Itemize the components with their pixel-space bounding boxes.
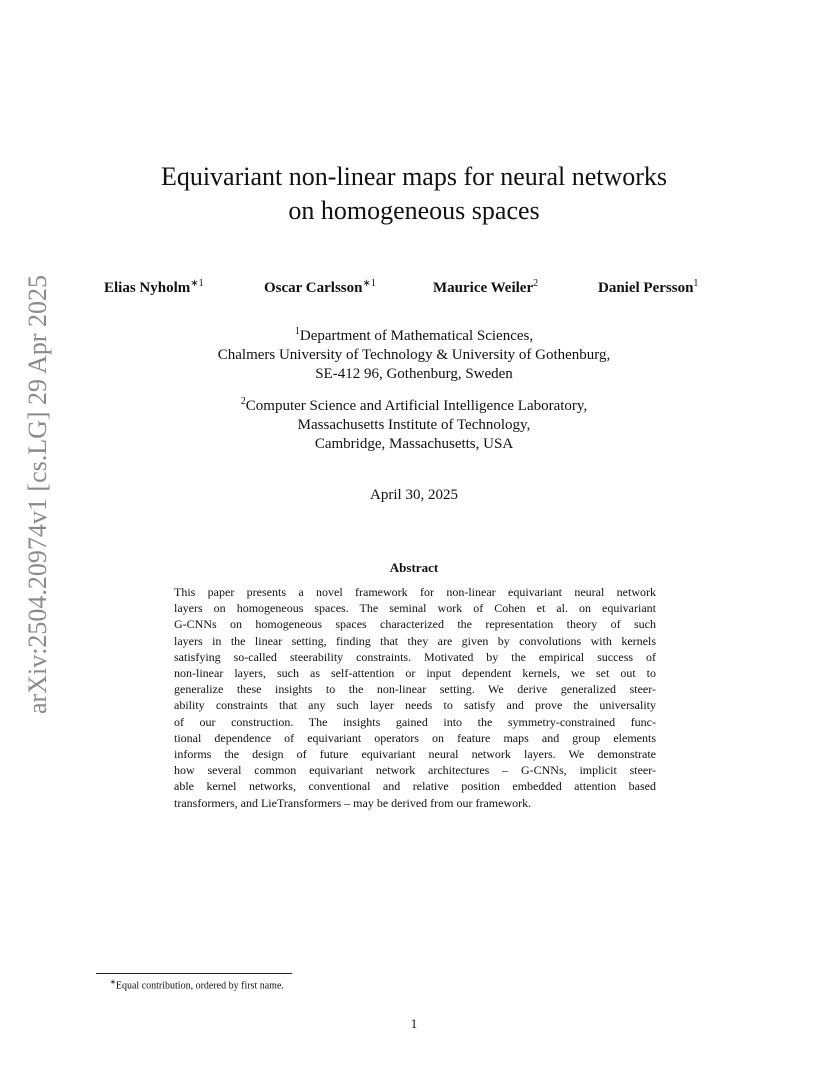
author-2 — [264, 278, 376, 297]
page-number: 1 — [410, 1016, 418, 1031]
affiliation-line: Department of Mathematical Sciences, — [299, 328, 534, 344]
author-name: Daniel Persson — [598, 280, 694, 296]
abstract-body — [174, 584, 656, 811]
footnote — [110, 978, 284, 991]
abstract-line: non-linear layers, such as self-attention or input dependent kernels, we set out to — [174, 666, 656, 681]
footnote-text: Equal contribution, ordered by first name. — [115, 980, 284, 992]
paper-title — [100, 160, 728, 228]
abstract-line: ability constraints that any such layer needs to satisfy and prove the universality — [174, 698, 656, 713]
author-list — [104, 278, 732, 300]
affiliation-line: Cambridge, Massachusetts, USA — [314, 436, 514, 452]
arxiv-stamp: arXiv:2504.20974v1 [cs.LG] 29 Apr 2025 — [23, 274, 52, 714]
affiliation-line: Computer Science and Artificial Intelligence Laboratory, — [245, 398, 588, 414]
author-affil-mark: 2 — [533, 278, 539, 289]
author-affil-mark: ∗1 — [362, 278, 376, 289]
abstract-line: how several common equivariant network architectures – G-CNNs, implicit steer- — [174, 763, 656, 778]
author-3 — [433, 278, 538, 297]
affiliation-mark: 2 — [240, 396, 246, 407]
author-name: Oscar Carlsson — [264, 280, 363, 296]
abstract-heading: Abstract — [389, 560, 439, 575]
affiliation-line: Chalmers University of Technology & University of Gothenburg, — [217, 347, 611, 363]
affiliation-line: SE-412 96, Gothenburg, Sweden — [315, 366, 513, 382]
author-4 — [598, 278, 698, 297]
title-line-2: on homogeneous spaces — [288, 196, 540, 225]
abstract-line: of our construction. The insights gained into the symmetry-constrained func- — [174, 714, 656, 729]
abstract-line: transformers, and LieTransformers – may be derived from our framework. — [174, 795, 532, 810]
author-name: Maurice Weiler — [433, 280, 534, 296]
abstract-line: informs the design of future equivariant neural network layers. We demonstrate — [174, 747, 656, 762]
abstract-line: tional dependence of equivariant operators on feature maps and group elements — [174, 730, 656, 745]
abstract-line: satisfying so-called steerability constraints. Motivated by the empirical success of — [174, 649, 656, 664]
author-affil-mark: ∗1 — [190, 278, 204, 289]
footnote-rule — [96, 973, 292, 974]
footnote-mark: ∗ — [110, 978, 116, 986]
author-name: Elias Nyholm — [104, 280, 191, 296]
abstract-line: This paper presents a novel framework for non-linear equivariant neural network — [174, 585, 656, 599]
abstract-line: able kernel networks, conventional and relative position embedded attention based — [174, 779, 656, 794]
paper-date: April 30, 2025 — [370, 487, 458, 503]
abstract-line: G-CNNs on homogeneous spaces characterized the representation theory of such — [174, 617, 656, 632]
affiliation-mark: 1 — [294, 326, 300, 337]
author-affil-mark: 1 — [693, 278, 699, 289]
affiliation-2 — [140, 392, 688, 454]
abstract-line: layers on homogeneous spaces. The seminal work of Cohen et al. on equivariant — [174, 601, 656, 616]
author-1 — [104, 278, 204, 297]
abstract-line: layers in the linear setting, finding that they are given by convolutions with kernels — [174, 633, 656, 648]
title-line-1: Equivariant non-linear maps for neural networks — [160, 162, 668, 191]
affiliation-1 — [140, 322, 688, 384]
abstract-line: generalize these insights to the non-linear setting. We derive generalized steer- — [174, 682, 656, 697]
affiliation-line: Massachusetts Institute of Technology, — [297, 417, 531, 433]
